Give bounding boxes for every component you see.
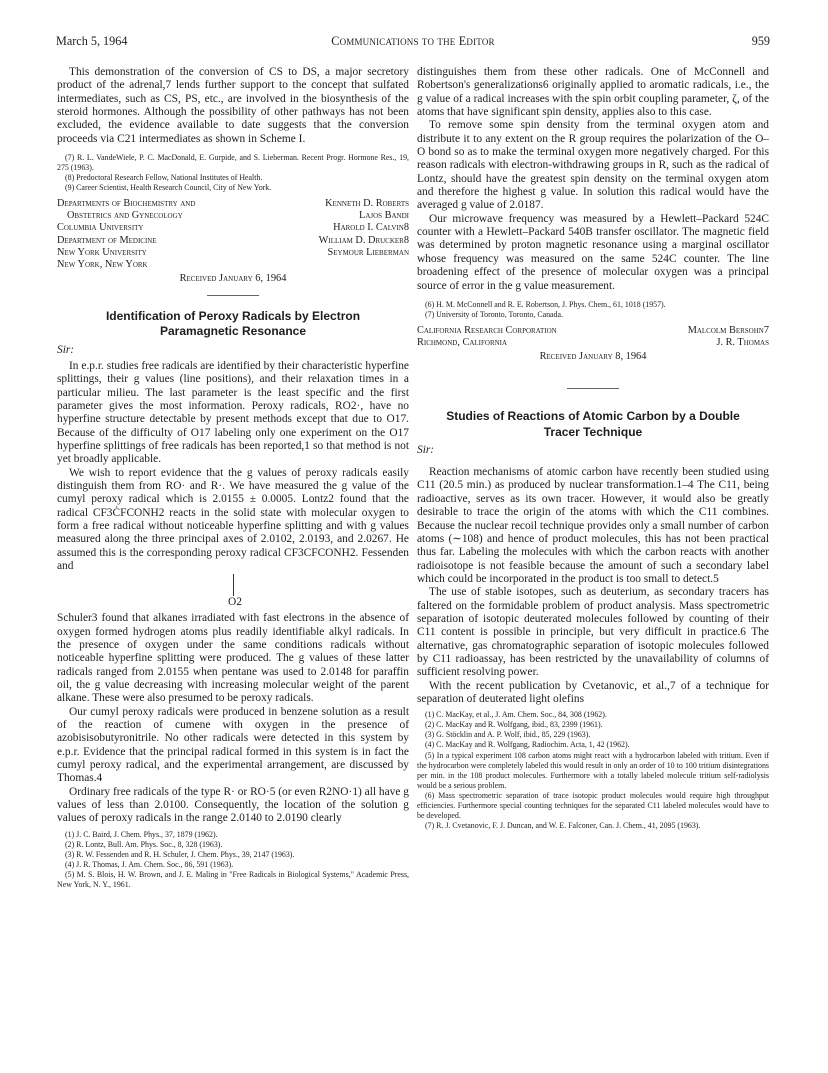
body-paragraph: We wish to report evidence that the g values of peroxy radicals easily distinguish them from RO· and R·. We have measured the g value of the cumyl peroxy radical which is 2.0155 ± 0.0005. Lontz2 found that the radical CF3ĊFCONH2 reacts in the solid state with molecular oxygen to form a free radical without noticeable hyperfine splitting and with g values measured along the three principal axes of 2.0102, 2.0193, and 2.0267. He assumed this is the corresponding peroxy radical CF3CFCONH2. Fessenden and (57, 466, 409, 572)
affiliation-row (417, 337, 769, 349)
affiliation: Department of Medicine (57, 234, 157, 246)
footnotes (57, 830, 409, 890)
intro-paragraph: This demonstration of the conversion of CS to DS, a major secretory product of the adrenal,7 lends further support to the concept that sulfated intermediates, such as CS, PS, etc., are involved in the biosynthesis of the steroid hormones. Although the possibility of other pathways has not been excluded, the evidence available to date suggests that the conversion proceeds via C21 intermediates as shown in Scheme I. (57, 66, 409, 145)
affiliation-row (57, 259, 409, 271)
article-title: Studies of Reactions of Atomic Carbon by a Double Tracer Technique (446, 409, 740, 439)
footnote: (2) C. MacKay and R. Wolfgang, ibid., 83, 2399 (1961). (425, 720, 603, 730)
footnote: (4) C. MacKay and R. Wolfgang, Radiochim. Acta, 1, 42 (1962). (425, 740, 630, 750)
left-column (57, 66, 409, 895)
footnote: (7) R. J. Cvetanovic, F. J. Duncan, and W. E. Falconer, Can. J. Chem., 41, 2095 (1963). (425, 820, 701, 830)
affiliation-row (417, 325, 769, 337)
footnotes (417, 710, 769, 831)
author: William D. Drucker8 (318, 234, 409, 246)
body-paragraph: The use of stable isotopes, such as deuterium, as secondary tracers has faltered on the formidable problem of product analysis. Mass spectrometric separation of isotopic deuterated molecules followed by counting of their C11 content is possible in principle, but very difficult in practice.6 The alternative, gas chromatographic separation of isotopic molecules followed by C11 radioassay, has been restricted by the unavailability of columns of sufficient resolving power. (417, 586, 769, 679)
author-affiliations (57, 198, 409, 271)
article-title: Identification of Peroxy Radicals by Electron Paramagnetic Resonance (105, 308, 361, 339)
affiliation-row (57, 198, 409, 210)
affiliation: Columbia University (57, 222, 144, 234)
reference-item: (9) Career Scientist, Health Research Council, City of New York. (65, 183, 272, 193)
affiliation: Richmond, California (417, 337, 508, 349)
author: Kenneth D. Roberts (325, 198, 409, 210)
author: Seymour Lieberman (327, 246, 409, 258)
author: Harold I. Calvin8 (333, 222, 409, 234)
author: J. R. Thomas (716, 337, 769, 349)
salutation: Sir: (57, 343, 75, 356)
issue-date: March 5, 1964 (56, 34, 128, 48)
received-date: Received January 8, 1964 (539, 351, 647, 363)
footnote: (3) R. W. Fessenden and R. H. Schuler, J. Chem. Phys., 39, 2147 (1963). (65, 849, 295, 859)
body-paragraph: Schuler3 found that alkanes irradiated with fast electrons in the absence of oxygen formed hydrogen atoms plus readily identifiable alkyl radicals. In the presence of oxygen under the same conditions radicals without noticeable hyperfine splitting were produced. The g values of these latter radicals ranged from 2.0155 when pentane was used to 2.0148 for paraffin oil, the g value decreasing with increasing molecular weight of the parent alkane. These were also presumed to be peroxy radicals. (57, 612, 409, 705)
body-paragraph: In e.p.r. studies free radicals are identified by their characteristic hyperfine splittings, their g values (line positions), and their relaxation times in a particular milieu. The last parameter is the least specific and the first parameter gives the most information. Peroxy radicals, RO2·, have no hyperfine structure detectable by present methods except that due to O17. Because of the difficulty of O17 labeling only one experiment on the O17 hyperfine splittings of free radicals has been reported,1 so that method is not yet broadly applicable. (57, 359, 409, 466)
author-affiliations (417, 325, 769, 349)
salutation: Sir: (417, 444, 435, 457)
page-number: 959 (751, 34, 770, 48)
affiliation: New York University (57, 246, 147, 258)
body-paragraph: distinguishes them from these other radicals. One of McConnell and Robertson's generalizations6 originally applied to aromatic radicals, i.e., the g value of a radical increases with the spin orbit coupling parameter, ζ, of the atoms that have significant spin density, applies also to this case. (417, 66, 769, 119)
author: Lajos Bandi (359, 210, 409, 222)
body-paragraph: Reaction mechanisms of atomic carbon have recently been studied using C11 (20.5 min.) as produced by nuclear transformation.1–4 The C11, being radioactive, serves as its own tracer. However, it would also be greatly desirable to trace the origin of the atoms with which the C11 combines. Because the nuclear recoil technique provides only a small number of carbon atoms (∼108) and hence of product molecules, this has not been practical thus far. Labeling the molecules with which the carbon reacts with another radioisotope is not feasible because the amount of such a secondary label which could be incorporated in the product is too small to detect.5 (417, 466, 769, 585)
received-date: Received January 6, 1964 (179, 272, 287, 284)
body-paragraph: Our cumyl peroxy radicals were produced in benzene solution as a result of the reaction of cumene with oxygen in the presence of azobisisobutyronitrile. No other radicals were detected in this system by e.p.r. Evidence that the principal radical formed in this system is in fact the cumyl peroxy radical, and the experimental arrangement, are discussed by Thomas.4 (57, 705, 409, 785)
affiliation: California Research Corporation (417, 324, 557, 336)
reference-item: (7) R. L. VandeWiele, P. C. MacDonald, E. Gurpide, and S. Lieberman. Recent Progr. Hormone Res., 19, 275 (1963). (57, 153, 409, 173)
footnote: (5) M. S. Blois, H. W. Brown, and J. E. Maling in "Free Radicals in Biological Systems," Academic Press, New York, N. Y., 1961. (57, 870, 409, 890)
footnote: (1) J. C. Baird, J. Chem. Phys., 37, 1879 (1962). (65, 829, 218, 839)
previous-article-references (57, 153, 409, 193)
author: Malcolm Bersohn7 (687, 324, 769, 336)
affiliation-row (57, 235, 409, 247)
article-divider (207, 295, 259, 296)
footnote: (3) G. Stöcklin and A. P. Wolf, ibid., 85, 229 (1963). (425, 730, 591, 740)
article-divider (567, 388, 619, 389)
peroxy-formula (57, 572, 409, 612)
right-column (417, 66, 769, 836)
body-paragraph: Ordinary free radicals of the type R· or RO·5 (or even R2NO·1) all have g values of less than 2.0100. Consequently, the location of the solution g values of peroxy radicals in the range 2.0140 to 2.0190 clearly (57, 785, 409, 825)
body-paragraph: To remove some spin density from the terminal oxygen atom and distribute it to any extent on the R group requires the polarization of the O–O bond so as to make the terminal oxygen more negatively charged. For this reason radicals with electron-withdrawing groups in R, such as the radical of Lontz, should have the greatest spin density on the terminal oxygen atom and therefore the highest g value. In solution this radical would have the averaged g value of 2.0187. (417, 119, 769, 212)
footnote: (4) J. R. Thomas, J. Am. Chem. Soc., 86, 591 (1963). (65, 859, 234, 869)
affiliation-row (57, 210, 409, 222)
references (417, 300, 769, 320)
affiliation: New York, New York (57, 258, 148, 270)
affiliation: Departments of Biochemistry and (57, 198, 196, 210)
bond-line (233, 574, 234, 596)
footnote: (5) In a typical experiment 108 carbon atoms might react with a hydrocarbon labeled with tritium. Even if the hydrocarbon were completely labeled this would result in only an order of 10 to 100 tritium disintegrations per min. in the 108 product molecules. Furthermore with a totally labeled molecule tritium self-radiolysis would be a serious problem. (417, 750, 769, 790)
reference-item: (8) Predoctoral Research Fellow, National Institutes of Health. (65, 173, 263, 183)
formula-o2: O2 (228, 596, 242, 609)
reference-item: (6) H. M. McConnell and R. E. Robertson, J. Phys. Chem., 61, 1018 (1957). (425, 299, 666, 309)
section-title: Communications to the Editor (331, 34, 495, 48)
footnote: (1) C. MacKay, et al., J. Am. Chem. Soc., 84, 308 (1962). (425, 710, 607, 720)
affiliation-row (57, 247, 409, 259)
reference-item: (7) University of Toronto, Toronto, Canada. (425, 309, 563, 319)
footnote: (6) Mass spectrometric separation of trace isotopic product molecules would require high throughput efficiencies. Furthermore special counting techniques for the separated C11 labeled molecules would have to be developed. (417, 790, 769, 820)
footnote: (2) R. Lontz, Bull. Am. Phys. Soc., 8, 328 (1963). (65, 839, 223, 849)
affiliation: Obstetrics and Gynecology (67, 210, 183, 222)
body-paragraph: Our microwave frequency was measured by a Hewlett–Packard 524C counter with a Hewlett–Packard 540B transfer oscillator. The magnetic field was determined by proton magnetic resonance using a marginal oscillator whose frequency was measured on the same 524C counter. The line broadening effect of the presence of molecular oxygen was a principal source of error in the g value measurement. (417, 212, 769, 292)
page-header (56, 34, 770, 50)
body-paragraph: With the recent publication by Cvetanovic, et al.,7 of a technique for separation of deuterated light olefins (417, 679, 769, 705)
affiliation-row (57, 222, 409, 234)
